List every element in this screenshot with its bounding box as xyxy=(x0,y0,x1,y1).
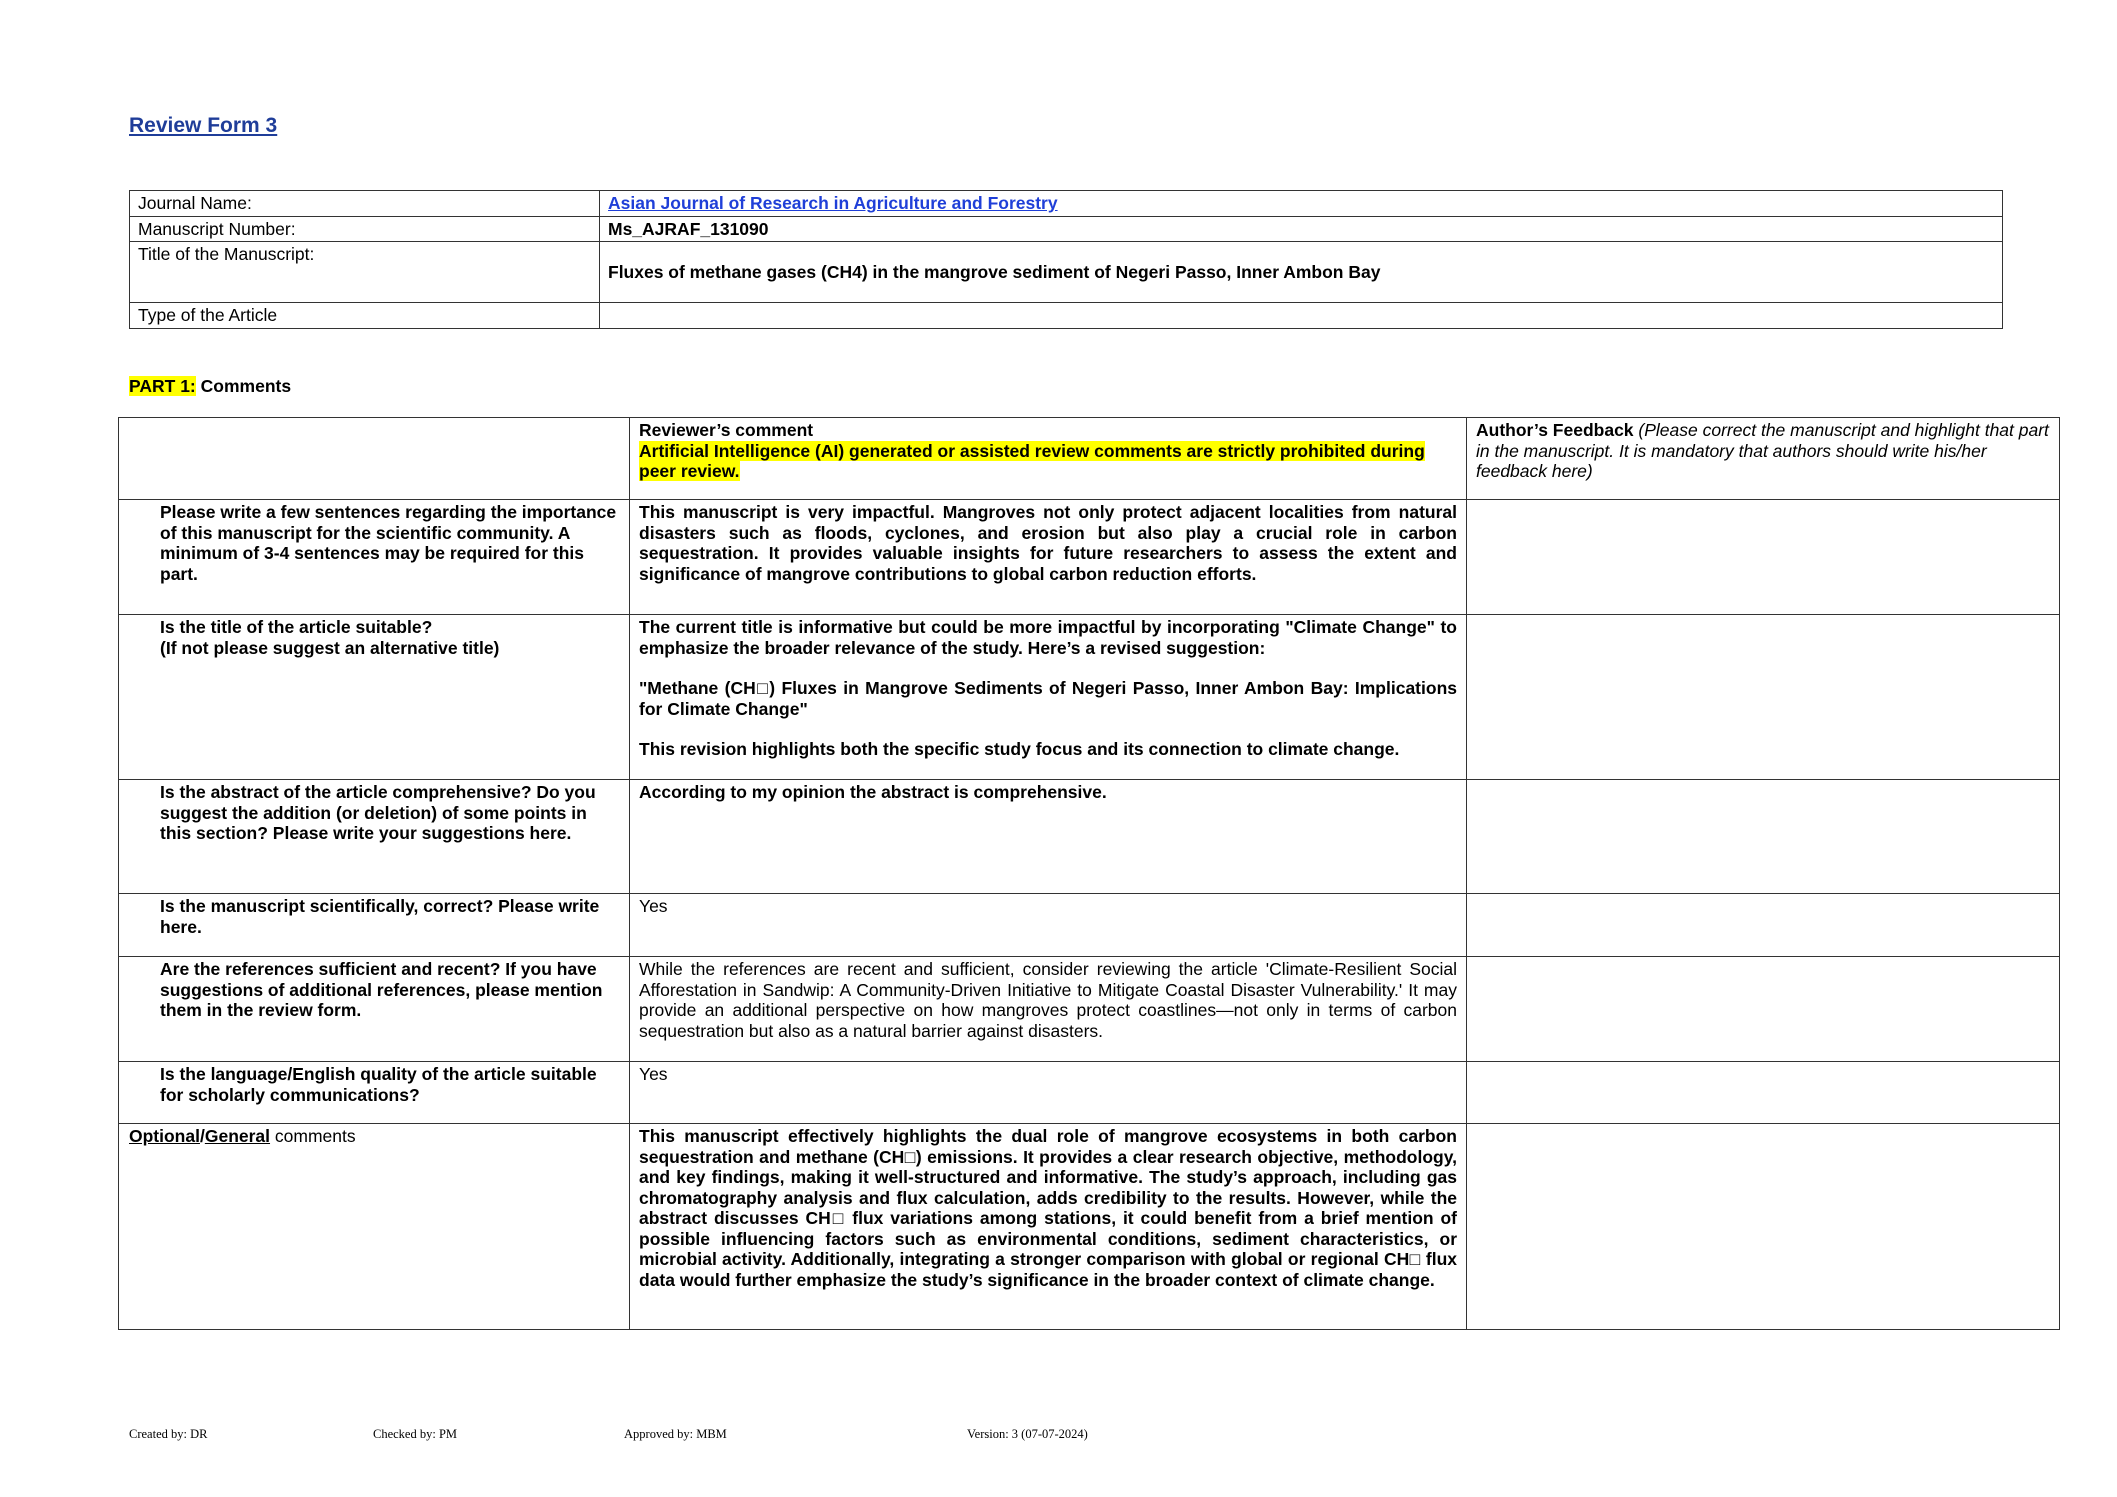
comment-scientific: Yes xyxy=(630,894,1467,957)
question-title: Is the title of the article suitable? (If not please suggest an alternative title) xyxy=(119,615,630,780)
part1-suffix: Comments xyxy=(200,376,292,396)
feedback-scientific[interactable] xyxy=(1467,894,2060,957)
question-abstract: Is the abstract of the article comprehensive? Do you suggest the addition (or deletion) of some points in this section? Please write your suggestions here. xyxy=(119,780,630,894)
question-importance: Please write a few sentences regarding the importance of this manuscript for the scientific community. A minimum of 3-4 sentences may be required for this part. xyxy=(119,500,630,615)
footer-approved: Approved by: MBM xyxy=(624,1427,727,1441)
feedback-language[interactable] xyxy=(1467,1062,2060,1124)
info-row-manuscript-number xyxy=(130,216,2003,242)
manuscript-number-label: Manuscript Number: xyxy=(130,216,600,242)
feedback-importance[interactable] xyxy=(1467,500,2060,615)
comments-suffix-label: comments xyxy=(270,1126,356,1146)
article-type-value xyxy=(600,303,2003,329)
feedback-references[interactable] xyxy=(1467,957,2060,1062)
info-row-type xyxy=(130,303,2003,329)
general-label: General xyxy=(204,1126,271,1146)
journal-name-cell xyxy=(600,191,2003,217)
table-row xyxy=(119,1124,2060,1330)
feedback-abstract[interactable] xyxy=(1467,780,2060,894)
comment-title-p1: The current title is informative but could be more impactful by incorporating "Climate Change" to emphasize the broader relevance of the study. Here’s a revised suggestion: xyxy=(639,617,1457,658)
reviewer-comment-header xyxy=(630,418,1467,500)
feedback-optional[interactable] xyxy=(1467,1124,2060,1330)
question-language: Is the language/English quality of the article suitable for scholarly communications? xyxy=(119,1062,630,1124)
page-title[interactable]: Review Form 3 xyxy=(129,114,278,137)
manuscript-title-label: Title of the Manuscript: xyxy=(130,242,600,303)
article-type-label: Type of the Article xyxy=(130,303,600,329)
question-scientific: Is the manuscript scientifically, correct? Please write here. xyxy=(119,894,630,957)
question-references: Are the references sufficient and recent? If you have suggestions of additional references, please mention them in the review form. xyxy=(119,957,630,1062)
comment-importance: This manuscript is very impactful. Mangroves not only protect adjacent localities from natural disasters such as floods, cyclones, and erosion but also play a crucial role in carbon sequestration. It provides valuable insights for future researchers to assess the extent and significance of mangrove contributions to global carbon reduction efforts. xyxy=(630,500,1467,615)
comment-optional: This manuscript effectively highlights the dual role of mangrove ecosystems in both carbon sequestration and methane (CH□) emissions. It provides a clear research objective, methodology, and key findings, making it well-structured and informative. The study’s approach, including gas chromatography analysis and flux calculation, adds credibility to the results. However, while the abstract discusses CH□ flux variations among stations, it could benefit from a brief mention of possible influencing factors such as environmental conditions, sediment characteristics, or microbial activity. Additionally, integrating a stronger comparison with global or regional CH□ flux data would further emphasize the study’s significance in the broader context of climate change. xyxy=(630,1124,1467,1330)
footer-version: Version: 3 (07-07-2024) xyxy=(967,1427,1088,1441)
optional-separator: / xyxy=(199,1126,205,1146)
comment-abstract: According to my opinion the abstract is comprehensive. xyxy=(630,780,1467,894)
footer-checked: Checked by: PM xyxy=(373,1427,458,1441)
reviewer-comment-title: Reviewer’s comment xyxy=(639,420,814,440)
table-row xyxy=(119,957,2060,1062)
comment-title xyxy=(630,615,1467,780)
table-row xyxy=(119,615,2060,780)
table-row xyxy=(119,1062,2060,1124)
table-row xyxy=(119,500,2060,615)
part1-heading xyxy=(129,376,291,397)
comments-header-row xyxy=(119,418,2060,500)
journal-name-label: Journal Name: xyxy=(130,191,600,217)
comment-title-p2: "Methane (CH□) Fluxes in Mangrove Sediments of Negeri Passo, Inner Ambon Bay: Implications for Climate Change" xyxy=(639,678,1457,719)
optional-label: Optional xyxy=(129,1126,200,1146)
header-empty-cell xyxy=(119,418,630,500)
feedback-title[interactable] xyxy=(1467,615,2060,780)
manuscript-title-value: Fluxes of methane gases (CH4) in the mangrove sediment of Negeri Passo, Inner Ambon Bay xyxy=(600,242,2003,303)
comment-title-p3: This revision highlights both the specific study focus and its connection to climate change. xyxy=(639,739,1400,759)
table-row xyxy=(119,894,2060,957)
table-row xyxy=(119,780,2060,894)
comment-references: While the references are recent and sufficient, consider reviewing the article 'Climate-Resilient Social Afforestation in Sandwip: A Community-Driven Initiative to Mitigate Coastal Disaster Vulnerability.' It may provide an additional perspective on how mangroves protect coastlines—not only in terms of carbon sequestration but also as a natural barrier against disasters. xyxy=(630,957,1467,1062)
info-row-journal xyxy=(130,191,2003,217)
ai-warning: Artificial Intelligence (AI) generated or assisted review comments are strictly prohibited during peer review. xyxy=(639,440,1425,481)
manuscript-number-value: Ms_AJRAF_131090 xyxy=(600,216,2003,242)
optional-general-label xyxy=(119,1124,630,1330)
author-feedback-title: Author’s Feedback xyxy=(1476,420,1634,440)
comment-language: Yes xyxy=(630,1062,1467,1124)
footer-created: Created by: DR xyxy=(129,1427,208,1441)
part1-label: PART 1: xyxy=(129,376,196,396)
author-feedback-note: (Please correct the manuscript and highlight that part in the manuscript. It is mandatory that authors should write his/her feedback here) xyxy=(1476,420,2049,481)
info-row-title xyxy=(130,242,2003,303)
manuscript-info-table xyxy=(129,190,2003,329)
author-feedback-header xyxy=(1467,418,2060,500)
journal-name-link[interactable]: Asian Journal of Research in Agriculture and Forestry xyxy=(608,193,1058,213)
comments-table xyxy=(118,417,2060,1330)
